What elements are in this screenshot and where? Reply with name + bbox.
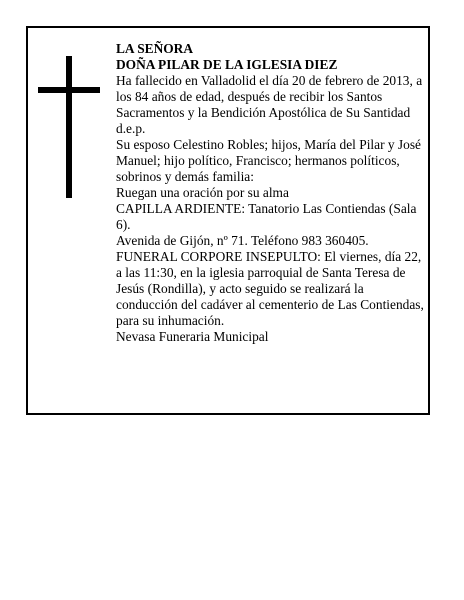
death-announcement: Ha fallecido en Valladolid el día 20 de febrero de 2013, a los 84 años de edad, después de recibir los Santos Sacramentos y la Bendición Apostólica de Su Santidad d.e.p. xyxy=(116,73,423,136)
notice-body xyxy=(116,41,426,345)
funeral-info: FUNERAL CORPORE INSEPULTO: El viernes, día 22, a las 11:30, en la iglesia parroquial de Santa Teresa de Jesús (Rondilla), y acto seguido se realizará la conducción del cadáver al cementerio de Las Contiendas, para su inhumación. xyxy=(116,249,424,328)
cross-vertical-bar xyxy=(66,56,72,198)
address-phone: Avenida de Gijón, nº 71. Teléfono 983 360405. xyxy=(116,233,369,248)
funeral-home: Nevasa Funeraria Municipal xyxy=(116,329,269,344)
notice-title: LA SEÑORA xyxy=(116,41,194,56)
chapel-info: CAPILLA ARDIENTE: Tanatorio Las Contiendas (Sala 6). xyxy=(116,201,417,232)
family-list: Su esposo Celestino Robles; hijos, María del Pilar y José Manuel; hijo político, Francisco; hermanos políticos, sobrinos y demás familia: xyxy=(116,137,421,184)
obituary-notice xyxy=(26,26,430,415)
deceased-name: DOÑA PILAR DE LA IGLESIA DIEZ xyxy=(116,57,338,72)
prayer-request: Ruegan una oración por su alma xyxy=(116,185,289,200)
cross-icon xyxy=(38,56,100,198)
cross-horizontal-bar xyxy=(38,87,100,93)
